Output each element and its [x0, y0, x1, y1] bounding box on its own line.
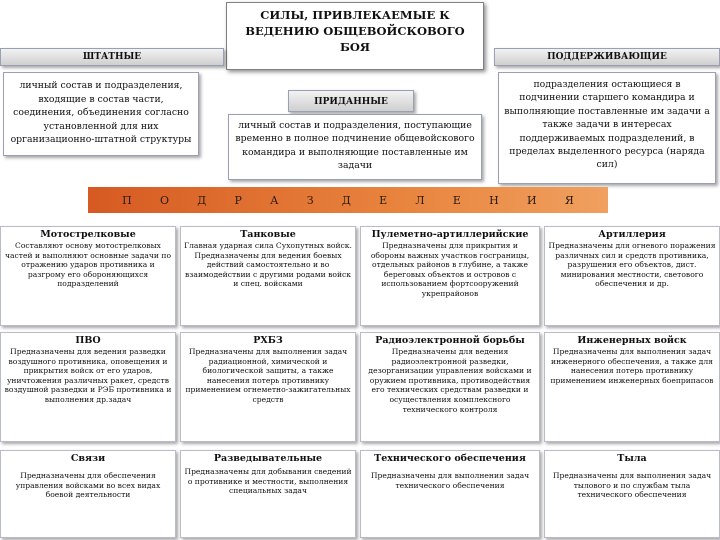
attached-header: ПРИДАННЫЕ	[288, 90, 414, 112]
unit-description: Предназначены для выполнения задач инженерного обеспечения, а также для нанесения потерь противнику применением инженерных боеприпасов	[550, 347, 714, 385]
unit-description: Предназначены для ведения разведки воздушного противника, оповещения и прикрытия войск от его ударов, уничтожения различных ракет, средств воздушной разведки и РЭБ противника и выполнения др.задач	[4, 347, 172, 404]
unit-description: Предназначены для прикрытия и обороны важных участков госграницы, отдельных районов в глубине, а также береговых объектов и островов с использованием фортсооружений укрепрайонов	[370, 241, 530, 298]
band-letter: Я	[564, 193, 574, 207]
band-letter: Н	[489, 193, 499, 207]
unit-title: Технического обеспечения	[374, 453, 526, 464]
unit-title: Связи	[70, 453, 106, 464]
unit-title: Тыла	[617, 453, 647, 464]
unit-card-motorized-rifle	[0, 226, 176, 326]
unit-description: Предназначены для выполнения задач технического обеспечения	[370, 471, 530, 490]
unit-card-electronic-warfare	[360, 332, 540, 442]
unit-title: РХБЗ	[253, 335, 283, 346]
unit-card-artillery	[544, 226, 720, 326]
unit-title: Пулеметно-артиллерийские	[371, 229, 529, 240]
unit-card-reconnaissance	[180, 450, 356, 538]
unit-description: Предназначены для выполнения задач тылового и по службам тыла технического обеспечения	[552, 471, 712, 500]
unit-card-machine-gun-artillery	[360, 226, 540, 326]
supporting-description: подразделения остающиеся в подчинении старшего командира и выполняющие поставленные им задачи а также задачи в интересах поддерживаемых подразделений, в пределах выделенного ресурса (наряда сил)	[498, 72, 716, 184]
band-letter: Е	[452, 193, 461, 207]
band-letter: О	[159, 193, 170, 207]
unit-card-technical-support	[360, 450, 540, 538]
diagram-title-box	[226, 2, 484, 70]
staff-description: личный состав и подразделения, входящие в состав части, соединения, объединения согласно установленной для них организационно-штатной структуры	[3, 72, 199, 156]
supporting-header: ПОДДЕРЖИВАЮЩИЕ	[494, 48, 720, 66]
unit-description: Предназначены для огневого поражения различных сил и средств противника, разрушения его объектов, дист. минирования местности, светового обеспечения и др.	[548, 241, 716, 289]
unit-card-air-defense	[0, 332, 176, 442]
band-letter: Д	[197, 193, 207, 207]
unit-description: Предназначены для обеспечения управления войсками во всех видах боевой деятельности	[15, 471, 161, 500]
unit-description: Предназначены для добывания сведений о противнике и местности, выполнения специальных задач	[184, 467, 352, 496]
band-letter: З	[306, 193, 314, 207]
band-letter: А	[270, 193, 279, 207]
band-letter: П	[122, 193, 132, 207]
band-letter: Д	[341, 193, 351, 207]
subdivisions-band	[88, 187, 608, 213]
band-letter: Е	[379, 193, 388, 207]
band-letter: И	[527, 193, 537, 207]
unit-title: Радиоэлектронной борьбы	[375, 335, 525, 346]
unit-card-rchbz	[180, 332, 356, 442]
band-letter: Р	[234, 193, 242, 207]
unit-description: Предназначены для ведения радиоэлектронной разведки, дезорганизации управления войсками и оружием противника, противодействия его технических средствам разведки и осуществления комплексного технического контроля	[368, 347, 532, 414]
staff-header: ШТАТНЫЕ	[0, 48, 224, 66]
unit-card-logistics	[544, 450, 720, 538]
unit-title: Инженерных войск	[577, 335, 687, 346]
unit-description: Составляют основу мотострелковых частей и выполняют основные задачи по отражению ударов противника и разгрому его обороняющихся подразделений	[4, 241, 172, 289]
unit-title: Танковые	[240, 229, 296, 240]
diagram-title: СИЛЫ, ПРИВЛЕКАЕМЫЕ К ВЕДЕНИЮ ОБЩЕВОЙСКОВОГО БОЯ	[245, 8, 465, 54]
unit-card-engineer	[544, 332, 720, 442]
unit-title: ПВО	[75, 335, 101, 346]
unit-description: Предназначены для выполнения задач радиационной, химической и биологической защиты, а также нанесения потерь противнику применением огнеметно-зажигательных средств	[185, 347, 351, 404]
attached-description: личный состав и подразделения, поступающие временно в полное подчинение общевойскового командира и выполняющие поставленные им задачи	[228, 114, 482, 180]
unit-title: Артиллерия	[598, 229, 666, 240]
unit-description: Главная ударная сила Сухопутных войск. Предназначены для ведения боевых действий самостоятельно и во взаимодействии с другими родами войск и спец. войсками	[184, 241, 352, 289]
unit-title: Мотострелковые	[40, 229, 136, 240]
band-letter: Л	[415, 193, 425, 207]
unit-card-signal	[0, 450, 176, 538]
unit-title: Разведывательные	[213, 453, 323, 464]
unit-card-tank	[180, 226, 356, 326]
